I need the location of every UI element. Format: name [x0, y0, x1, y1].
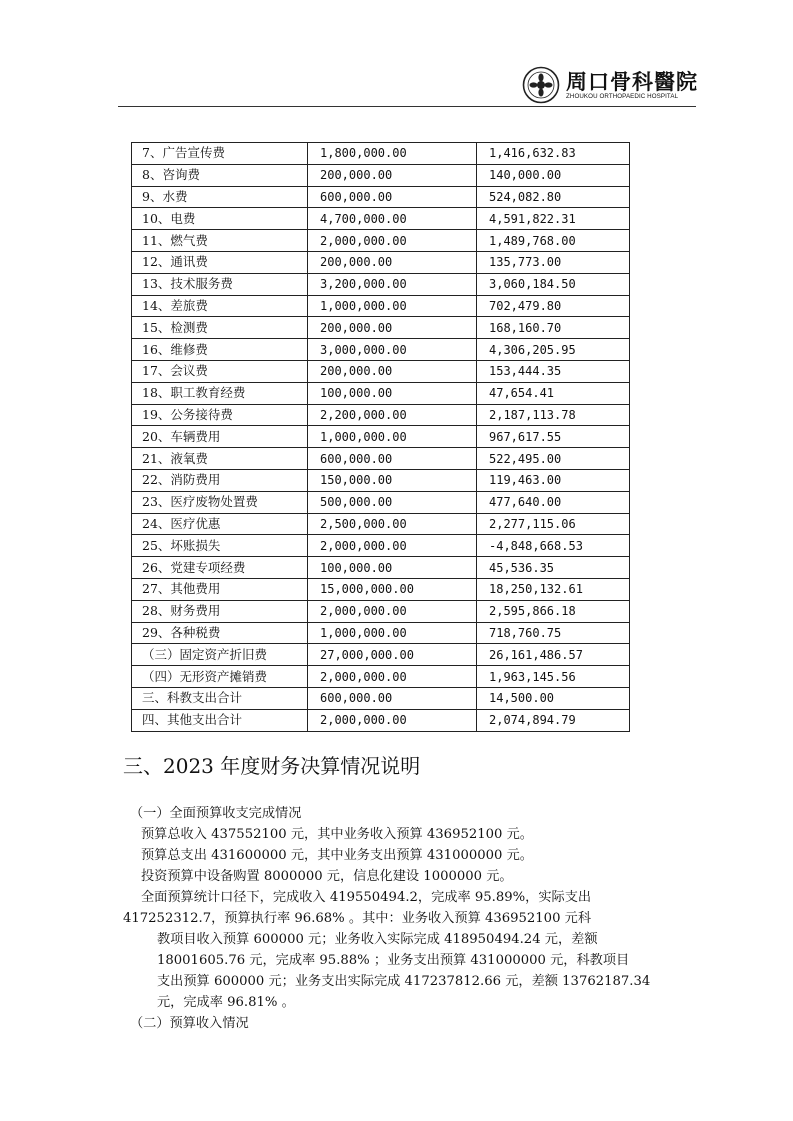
actual-cell: 4,591,822.31	[477, 208, 630, 230]
subsection-title: （一）全面预算收支完成情况	[130, 806, 302, 821]
row-name-cell: 25、坏账损失	[132, 535, 308, 557]
budget-cell: 100,000.00	[308, 382, 477, 404]
budget-cell: 2,000,000.00	[308, 709, 477, 731]
budget-cell: 1,000,000.00	[308, 295, 477, 317]
table-row	[132, 644, 630, 666]
paragraph-line: 元，完成率 96.81% 。	[157, 995, 295, 1010]
table-row	[132, 622, 630, 644]
budget-cell: 500,000.00	[308, 491, 477, 513]
actual-cell: 967,617.55	[477, 426, 630, 448]
row-name-cell: 17、会议费	[132, 360, 308, 382]
table-row	[132, 208, 630, 230]
actual-cell: 702,479.80	[477, 295, 630, 317]
budget-cell: 100,000.00	[308, 557, 477, 579]
budget-cell: 600,000.00	[308, 687, 477, 709]
budget-cell: 200,000.00	[308, 317, 477, 339]
budget-cell: 600,000.00	[308, 186, 477, 208]
actual-cell: 718,760.75	[477, 622, 630, 644]
table-row	[132, 404, 630, 426]
row-name-cell: 7、广告宣传费	[132, 143, 308, 165]
row-name-cell: 28、财务费用	[132, 600, 308, 622]
paragraph-line: 预算总收入 437552100 元，其中业务收入预算 436952100 元。	[141, 827, 533, 842]
table-row	[132, 557, 630, 579]
table-row	[132, 709, 630, 731]
row-name-cell: 18、职工教育经费	[132, 382, 308, 404]
hospital-logo	[522, 66, 698, 106]
row-name-cell: 22、消防费用	[132, 469, 308, 491]
actual-cell: 168,160.70	[477, 317, 630, 339]
table-row	[132, 143, 630, 165]
row-name-cell: （四）无形资产摊销费	[132, 666, 308, 688]
actual-cell: 140,000.00	[477, 164, 630, 186]
paragraph-line: 全面预算统计口径下，完成收入 419550494.2，完成率 95.89%，实际支出	[141, 890, 592, 905]
actual-cell: 4,306,205.95	[477, 339, 630, 361]
hospital-emblem-icon	[522, 66, 560, 104]
table-row	[132, 360, 630, 382]
actual-cell: 47,654.41	[477, 382, 630, 404]
budget-cell: 1,800,000.00	[308, 143, 477, 165]
budget-cell: 200,000.00	[308, 360, 477, 382]
actual-cell: 524,082.80	[477, 186, 630, 208]
budget-cell: 2,500,000.00	[308, 513, 477, 535]
budget-cell: 27,000,000.00	[308, 644, 477, 666]
table-row	[132, 317, 630, 339]
table-row	[132, 230, 630, 252]
actual-cell: 2,074,894.79	[477, 709, 630, 731]
table-row	[132, 666, 630, 688]
row-name-cell: 23、医疗废物处置费	[132, 491, 308, 513]
subsection-title: （二）预算收入情况	[130, 1016, 249, 1031]
table-row	[132, 273, 630, 295]
row-name-cell: 8、咨询费	[132, 164, 308, 186]
budget-cell: 2,000,000.00	[308, 535, 477, 557]
row-name-cell: 三、科教支出合计	[132, 687, 308, 709]
row-name-cell: 10、电费	[132, 208, 308, 230]
actual-cell: 18,250,132.61	[477, 578, 630, 600]
section-title: 三、2023 年度财务决算情况说明	[123, 754, 421, 778]
budget-cell: 2,000,000.00	[308, 230, 477, 252]
row-name-cell: 24、医疗优惠	[132, 513, 308, 535]
paragraph-line: 18001605.76 元，完成率 95.88% ；业务支出预算 431000000 元，科教项目	[157, 953, 630, 968]
row-name-cell: 14、差旅费	[132, 295, 308, 317]
budget-cell: 2,000,000.00	[308, 600, 477, 622]
table-row	[132, 535, 630, 557]
actual-cell: 119,463.00	[477, 469, 630, 491]
row-name-cell: 29、各种税费	[132, 622, 308, 644]
row-name-cell: 15、检测费	[132, 317, 308, 339]
row-name-cell: 9、水费	[132, 186, 308, 208]
actual-cell: 1,489,768.00	[477, 230, 630, 252]
budget-cell: 2,200,000.00	[308, 404, 477, 426]
actual-cell: 1,416,632.83	[477, 143, 630, 165]
budget-cell: 2,000,000.00	[308, 666, 477, 688]
budget-cell: 600,000.00	[308, 448, 477, 470]
row-name-cell: 27、其他费用	[132, 578, 308, 600]
paragraph-line: 投资预算中设备购置 8000000 元，信息化建设 1000000 元。	[141, 869, 513, 884]
paragraph-line: 预算总支出 431600000 元，其中业务支出预算 431000000 元。	[141, 848, 533, 863]
budget-cell: 15,000,000.00	[308, 578, 477, 600]
actual-cell: 14,500.00	[477, 687, 630, 709]
actual-cell: -4,848,668.53	[477, 535, 630, 557]
table-row	[132, 251, 630, 273]
expense-table	[131, 142, 630, 732]
row-name-cell: （三）固定资产折旧费	[132, 644, 308, 666]
table-row	[132, 600, 630, 622]
row-name-cell: 11、燃气费	[132, 230, 308, 252]
budget-cell: 200,000.00	[308, 164, 477, 186]
table-row	[132, 513, 630, 535]
table-row	[132, 578, 630, 600]
paragraph-line: 417252312.7，预算执行率 96.68% 。其中：业务收入预算 436952100 元科	[123, 911, 592, 926]
actual-cell: 477,640.00	[477, 491, 630, 513]
budget-cell: 1,000,000.00	[308, 426, 477, 448]
budget-cell: 200,000.00	[308, 251, 477, 273]
actual-cell: 522,495.00	[477, 448, 630, 470]
row-name-cell: 四、其他支出合计	[132, 709, 308, 731]
table-row	[132, 295, 630, 317]
actual-cell: 153,444.35	[477, 360, 630, 382]
table-row	[132, 426, 630, 448]
budget-cell: 4,700,000.00	[308, 208, 477, 230]
actual-cell: 2,595,866.18	[477, 600, 630, 622]
table-row	[132, 687, 630, 709]
table-row	[132, 164, 630, 186]
actual-cell: 45,536.35	[477, 557, 630, 579]
paragraph-line: 支出预算 600000 元；业务支出实际完成 417237812.66 元，差额 13762187.34	[157, 974, 651, 989]
table-row	[132, 339, 630, 361]
actual-cell: 2,277,115.06	[477, 513, 630, 535]
budget-cell: 3,200,000.00	[308, 273, 477, 295]
budget-cell: 3,000,000.00	[308, 339, 477, 361]
row-name-cell: 26、党建专项经费	[132, 557, 308, 579]
paragraph-line: 教项目收入预算 600000 元；业务收入实际完成 418950494.24 元，差额	[157, 932, 598, 947]
actual-cell: 26,161,486.57	[477, 644, 630, 666]
row-name-cell: 13、技术服务费	[132, 273, 308, 295]
actual-cell: 1,963,145.56	[477, 666, 630, 688]
actual-cell: 135,773.00	[477, 251, 630, 273]
budget-cell: 150,000.00	[308, 469, 477, 491]
table-row	[132, 448, 630, 470]
header-divider	[118, 106, 696, 107]
row-name-cell: 19、公务接待费	[132, 404, 308, 426]
table-row	[132, 186, 630, 208]
actual-cell: 2,187,113.78	[477, 404, 630, 426]
hospital-name: 周口骨科醫院	[566, 69, 698, 94]
budget-cell: 1,000,000.00	[308, 622, 477, 644]
row-name-cell: 21、液氧费	[132, 448, 308, 470]
row-name-cell: 20、车辆费用	[132, 426, 308, 448]
hospital-name-en: ZHOUKOU ORTHOPAEDIC HOSPITAL	[566, 93, 679, 100]
row-name-cell: 12、通讯费	[132, 251, 308, 273]
row-name-cell: 16、维修费	[132, 339, 308, 361]
table-row	[132, 469, 630, 491]
actual-cell: 3,060,184.50	[477, 273, 630, 295]
table-row	[132, 382, 630, 404]
table-row	[132, 491, 630, 513]
